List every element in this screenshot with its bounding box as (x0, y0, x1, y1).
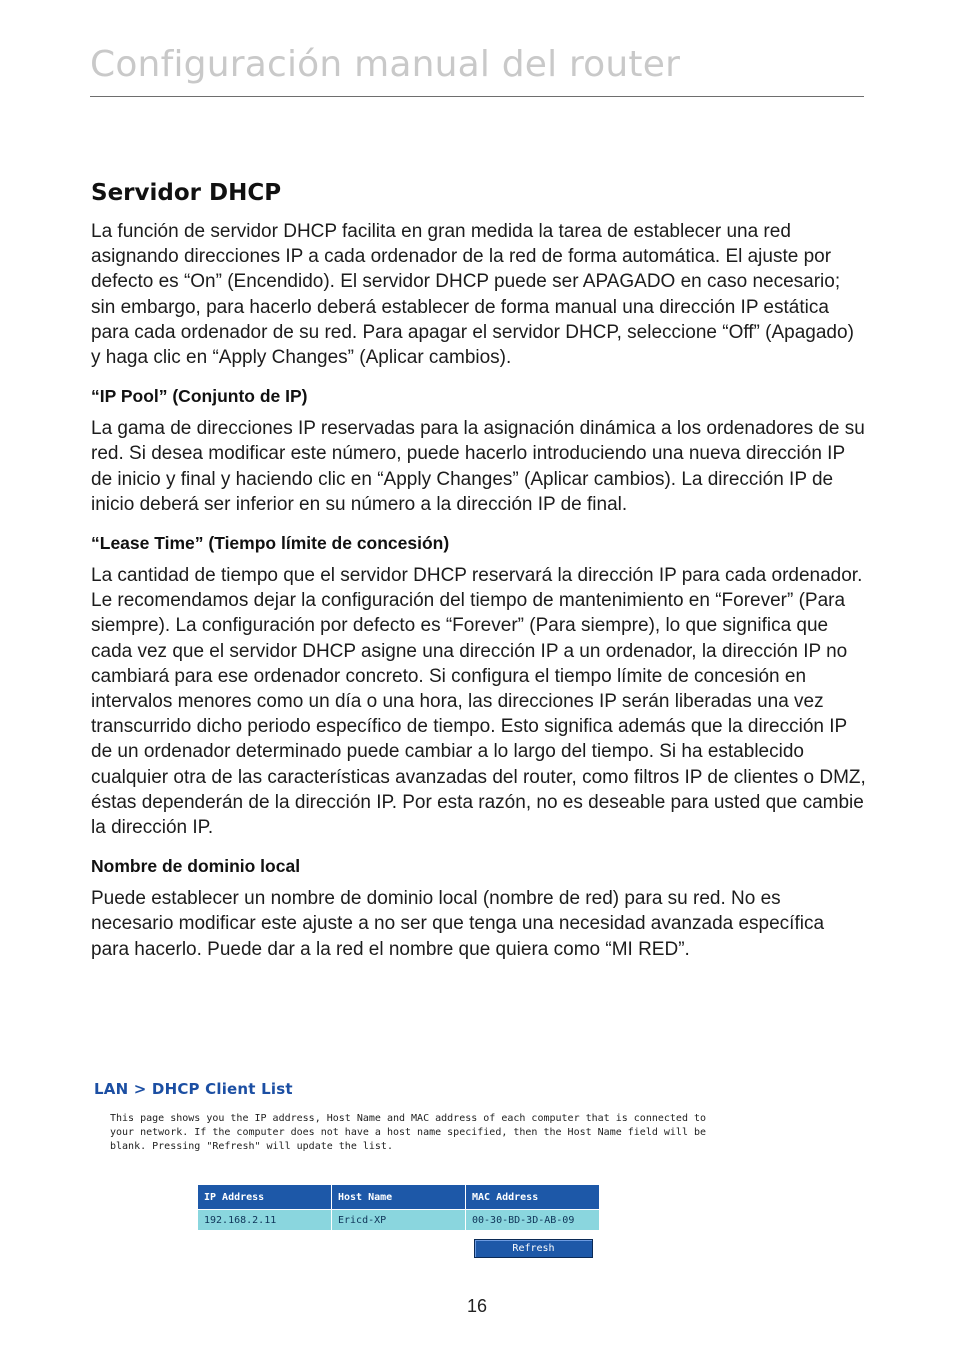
table-row (198, 1210, 600, 1231)
intro-paragraph: La función de servidor DHCP facilita en gran medida la tarea de establecer una red asignando direcciones IP a cada ordenador de la red de forma automática. El ajuste por defecto es “On” (Encendido). El servidor DHCP puede ser APAGADO en caso necesario; sin embargo, para hacerlo deberá establecer de forma manual una dirección IP estática para cada ordenador de su red. Para apagar el servidor DHCP, seleccione “Off” (Apagado) y haga clic en “Apply Changes” (Aplicar cambios). (91, 221, 854, 369)
screenshot-title: LAN > DHCP Client List (94, 1080, 293, 1098)
paragraph-local-domain: Puede establecer un nombre de dominio local (nombre de red) para su red. No es necesario modificar este ajuste a no ser que tenga una necesidad avanzada específica para hacerlo. Puede dar a la red el nombre que quiera como “MI RED”. (91, 888, 825, 960)
screenshot-description: This page shows you the IP address, Host Name and MAC address of each computer that is connected to your network. If the computer does not have a host name specified, then the Host Name field will be blank. Pressing "Refresh" will update the list. (110, 1113, 707, 1152)
subheading-ip-pool: “IP Pool” (Conjunto de IP) (91, 386, 308, 407)
column-header-host-name: Host Name (332, 1185, 466, 1210)
main-content (91, 176, 867, 962)
column-header-mac-address: MAC Address (466, 1185, 600, 1210)
refresh-button[interactable]: Refresh (474, 1239, 593, 1258)
page-title: Configuración manual del router (90, 44, 681, 85)
column-header-ip-address: IP Address (198, 1185, 332, 1210)
subheading-local-domain: Nombre de dominio local (91, 856, 301, 877)
table-header-row (198, 1185, 600, 1210)
paragraph-ip-pool: La gama de direcciones IP reservadas para la asignación dinámica a los ordenadores de su red. Si desea modificar este número, puede hacerlo introduciendo una nueva dirección IP de inicio y final y haciendo clic en “Apply Changes” (Aplicar cambios). La dirección IP de inicio deberá ser inferior en su número a la dirección IP de final. (91, 418, 865, 515)
page-number: 16 (466, 1296, 488, 1316)
title-divider (90, 96, 864, 97)
cell-host-name: Ericd-XP (332, 1210, 466, 1231)
cell-ip-address: 192.168.2.11 (198, 1210, 332, 1231)
paragraph-lease-time: La cantidad de tiempo que el servidor DHCP reservará la dirección IP para cada ordenador. Le recomendamos dejar la configuración del tiempo de mantenimiento en “Forever” (Para siempre). La configuración por defecto es “Forever” (Para siempre), lo que significa que cada vez que el servidor DHCP asigne una dirección IP a un ordenador, la dirección IP no cambiará para ese ordenador concreto. Si configura el tiempo límite de concesión en intervalos menores como un día o una hora, las direcciones IP serán liberadas una vez transcurrido dicho periodo específico de tiempo. Esto significa además que la dirección IP de un ordenador determinado puede cambiar a lo largo del tiempo. Si ha establecido cualquier otra de las características avanzadas del router, como filtros IP de clientes o DMZ, éstas dependerán de la dirección IP. Por esta razón, no es deseable para usted que cambie la dirección IP. (91, 565, 866, 839)
section-heading: Servidor DHCP (91, 180, 282, 206)
dhcp-client-list-screenshot (92, 1078, 712, 1268)
cell-mac-address: 00-30-BD-3D-AB-09 (466, 1210, 600, 1231)
dhcp-client-table (197, 1184, 600, 1231)
subheading-lease-time: “Lease Time” (Tiempo límite de concesión) (91, 533, 450, 554)
